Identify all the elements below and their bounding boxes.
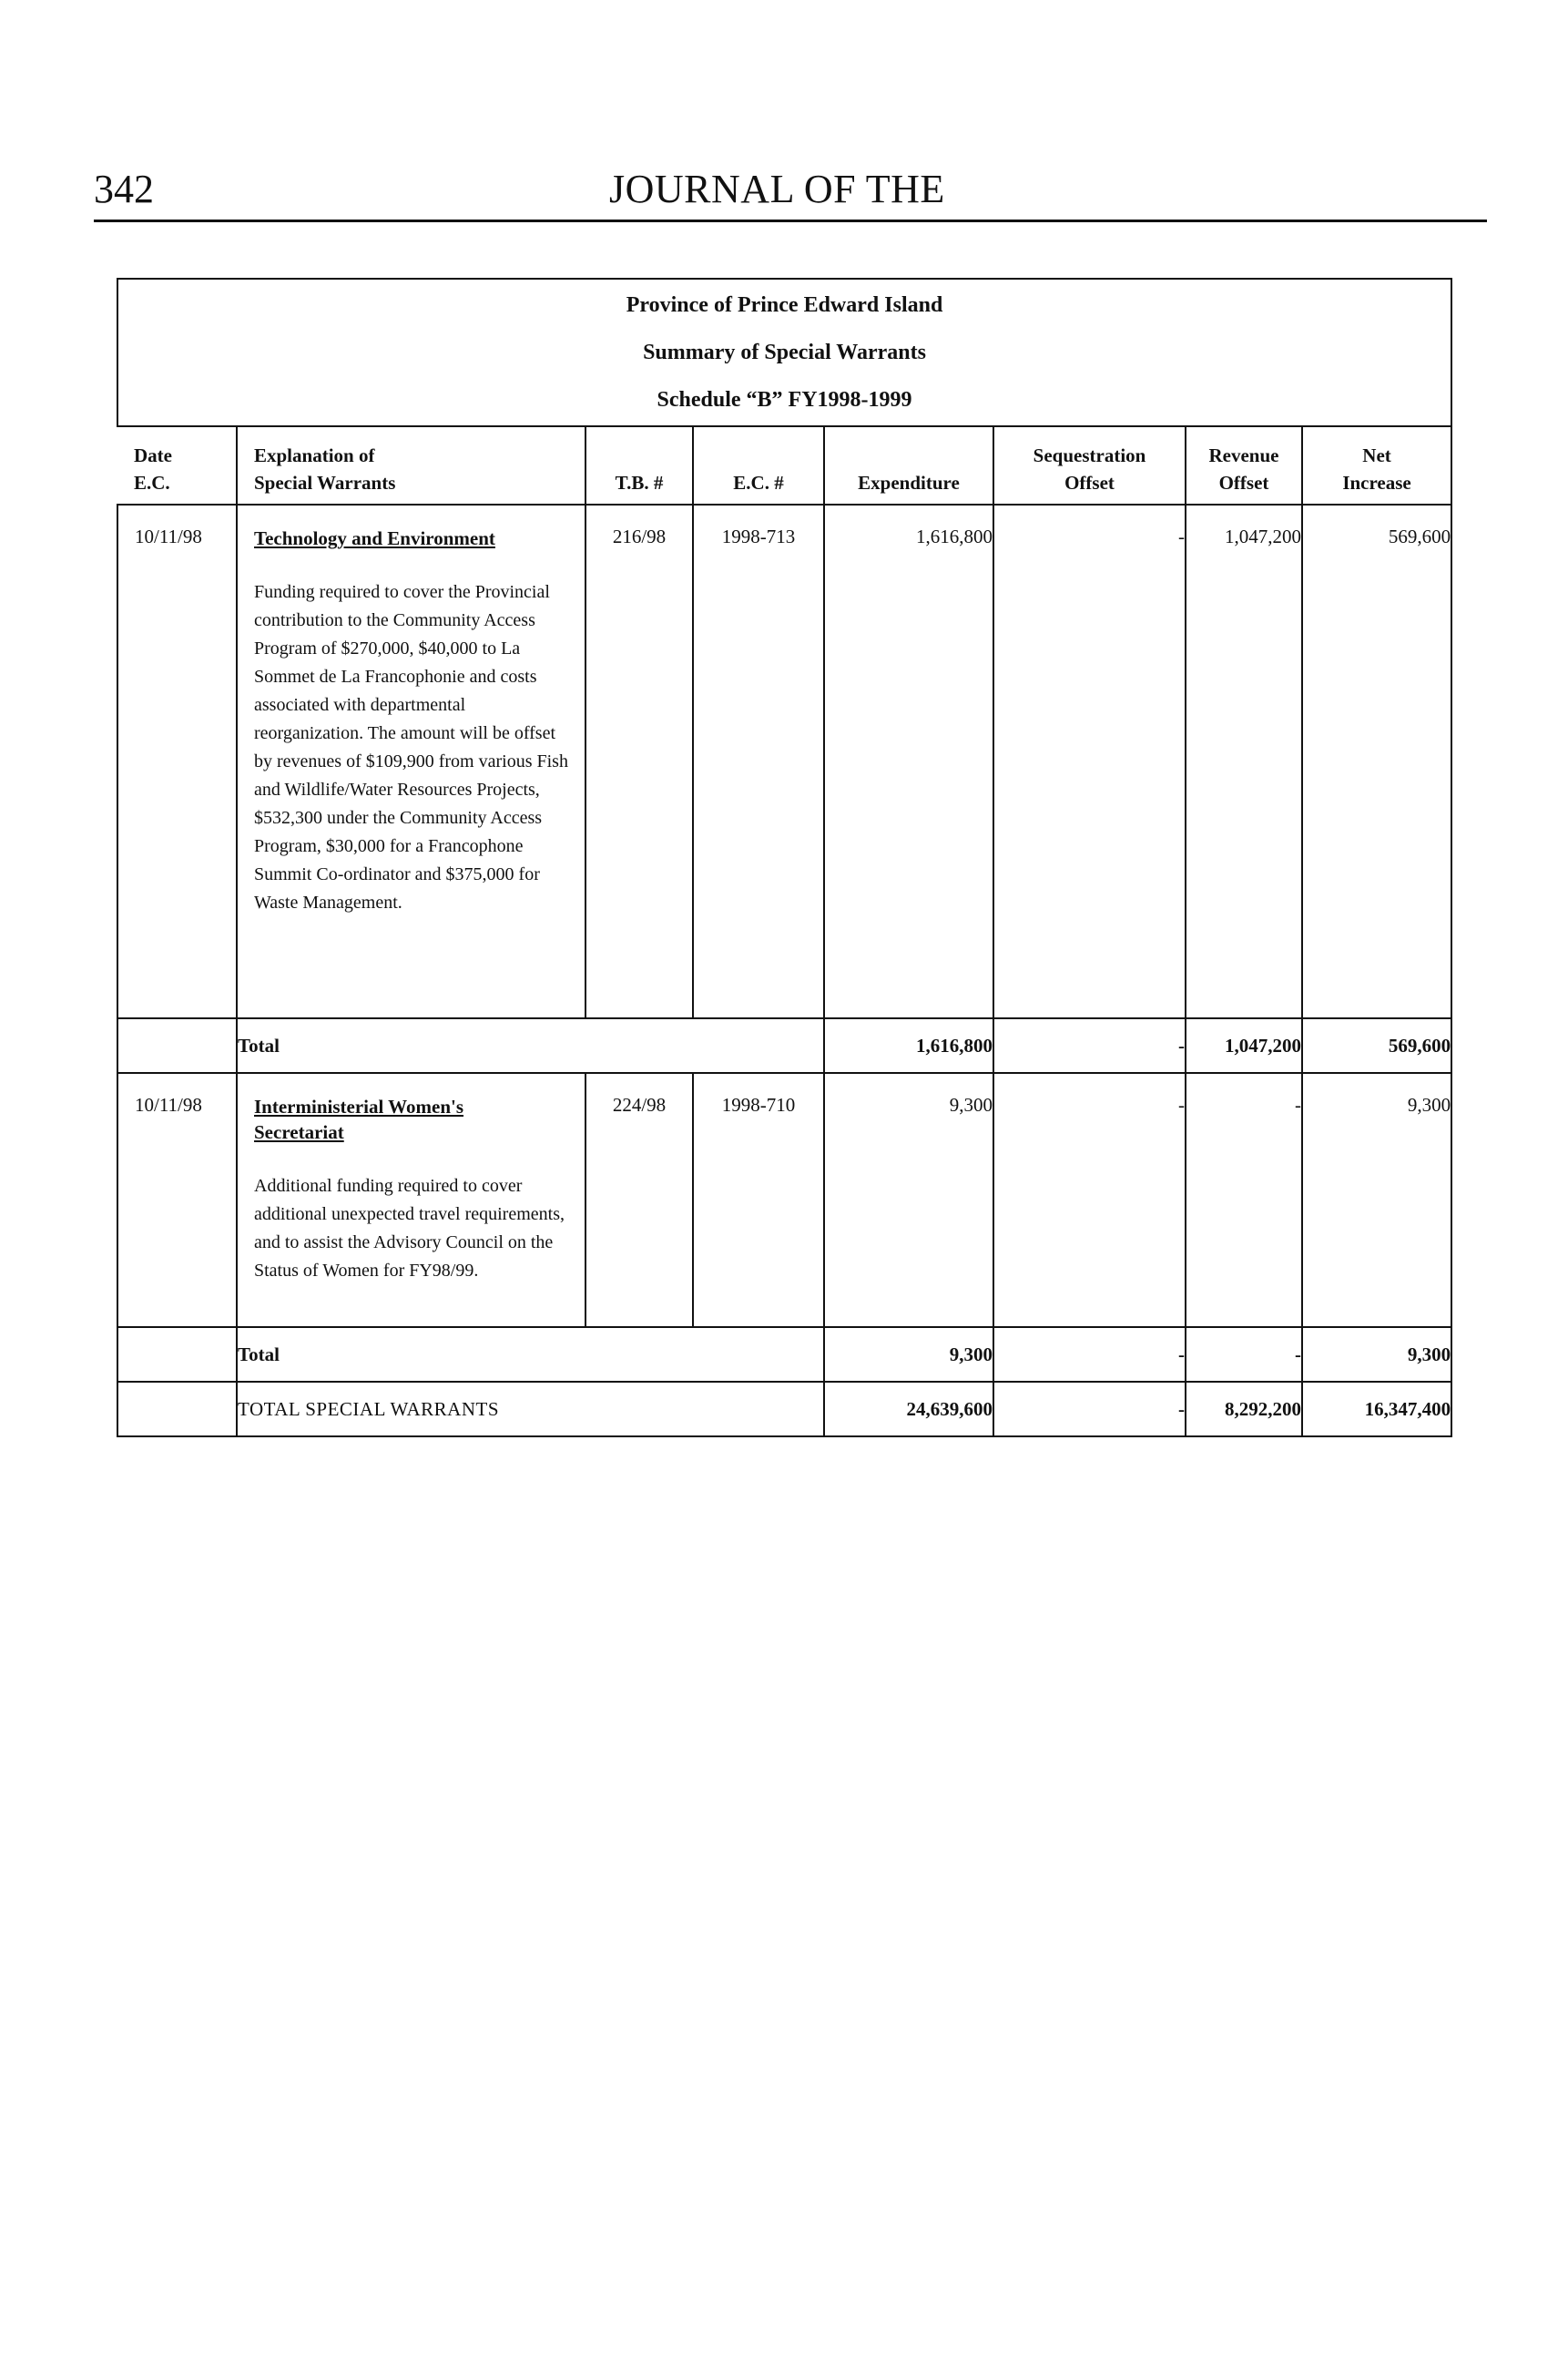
- header-net: [1302, 426, 1451, 505]
- entry-title: Interministerial Women's Secretariat: [254, 1096, 464, 1143]
- entry-description: Additional funding required to cover additional unexpected travel requirements, and to assist the Advisory Council on the Status of Women for FY98/99.: [254, 1176, 565, 1281]
- header-explanation-line1: Explanation of: [254, 444, 375, 466]
- grand-total-row: [117, 1382, 1451, 1436]
- grand-total-sequestration: -: [993, 1382, 1186, 1436]
- header-revenue-line1: Revenue: [1208, 444, 1279, 466]
- table-title-schedule: Schedule “B” FY1998-1999: [657, 388, 912, 412]
- header-sequestration: [993, 426, 1186, 505]
- entry-sequestration: -: [993, 1073, 1186, 1327]
- header-rule: [94, 220, 1487, 222]
- grand-total-net: 16,347,400: [1302, 1382, 1451, 1436]
- total-row: [117, 1018, 1451, 1073]
- header-date-line2: E.C.: [134, 472, 170, 494]
- header-ec: E.C. #: [693, 426, 824, 505]
- entry-net: 569,600: [1302, 505, 1451, 1018]
- entry-tb-number: 224/98: [585, 1073, 693, 1327]
- table-title-province: Province of Prince Edward Island: [626, 293, 943, 317]
- entry-net: 9,300: [1302, 1073, 1451, 1327]
- header-sequestration-line2: Offset: [1064, 472, 1115, 494]
- header-explanation: [237, 426, 585, 505]
- total-row: [117, 1327, 1451, 1382]
- header-explanation-line2: Special Warrants: [254, 472, 396, 494]
- total-revenue: -: [1186, 1327, 1302, 1382]
- table-row: [117, 1073, 1451, 1327]
- entry-expenditure: 9,300: [824, 1073, 993, 1327]
- total-revenue: 1,047,200: [1186, 1018, 1302, 1073]
- total-sequestration: -: [993, 1327, 1186, 1382]
- header-revenue: [1186, 426, 1302, 505]
- grand-total-revenue: 8,292,200: [1186, 1382, 1302, 1436]
- table-title-summary: Summary of Special Warrants: [643, 341, 926, 364]
- page-header: [94, 169, 1487, 222]
- total-sequestration: -: [993, 1018, 1186, 1073]
- header-date-line1: Date: [134, 444, 172, 466]
- page-number: 342: [94, 167, 154, 211]
- table-title: [117, 279, 1451, 426]
- header-expenditure: Expenditure: [824, 426, 993, 505]
- entry-description: Funding required to cover the Provincial contribution to the Community Access Program of $270,000, $40,000 to La Sommet de La Francophonie and costs associated with departmental reorganization. The amount will be offset by revenues of $109,900 from various Fish and Wildlife/Water Resources Projects, $532,300 under the Community Access Program, $30,000 for a Francophone Summit Co-ordinator and $375,000 for Waste Management.: [254, 582, 568, 913]
- header-net-line2: Increase: [1342, 472, 1411, 494]
- entry-ec-number: 1998-713: [693, 505, 824, 1018]
- header-net-line1: Net: [1362, 444, 1391, 466]
- entry-tb-number: 216/98: [585, 505, 693, 1018]
- entry-expenditure: 1,616,800: [824, 505, 993, 1018]
- total-net: 9,300: [1302, 1327, 1451, 1382]
- total-label: Total: [237, 1018, 824, 1073]
- total-net: 569,600: [1302, 1018, 1451, 1073]
- entry-date: 10/11/98: [117, 505, 237, 1018]
- entry-explanation: [237, 505, 585, 1018]
- entry-sequestration: -: [993, 505, 1186, 1018]
- header-tb: T.B. #: [585, 426, 693, 505]
- entry-revenue: -: [1186, 1073, 1302, 1327]
- running-head: JOURNAL OF THE: [609, 167, 945, 211]
- entry-explanation: [237, 1073, 585, 1327]
- total-label: Total: [237, 1327, 824, 1382]
- table-row: [117, 505, 1451, 1018]
- entry-revenue: 1,047,200: [1186, 505, 1302, 1018]
- special-warrants-table: [117, 278, 1452, 1437]
- header-revenue-line2: Offset: [1218, 472, 1269, 494]
- entry-date: 10/11/98: [117, 1073, 237, 1327]
- header-date: [117, 426, 237, 505]
- header-row: [117, 426, 1451, 505]
- entry-title: Technology and Environment: [254, 527, 495, 549]
- grand-total-label: TOTAL SPECIAL WARRANTS: [237, 1382, 824, 1436]
- grand-total-expenditure: 24,639,600: [824, 1382, 993, 1436]
- total-expenditure: 1,616,800: [824, 1018, 993, 1073]
- entry-ec-number: 1998-710: [693, 1073, 824, 1327]
- header-sequestration-line1: Sequestration: [1033, 444, 1146, 466]
- total-expenditure: 9,300: [824, 1327, 993, 1382]
